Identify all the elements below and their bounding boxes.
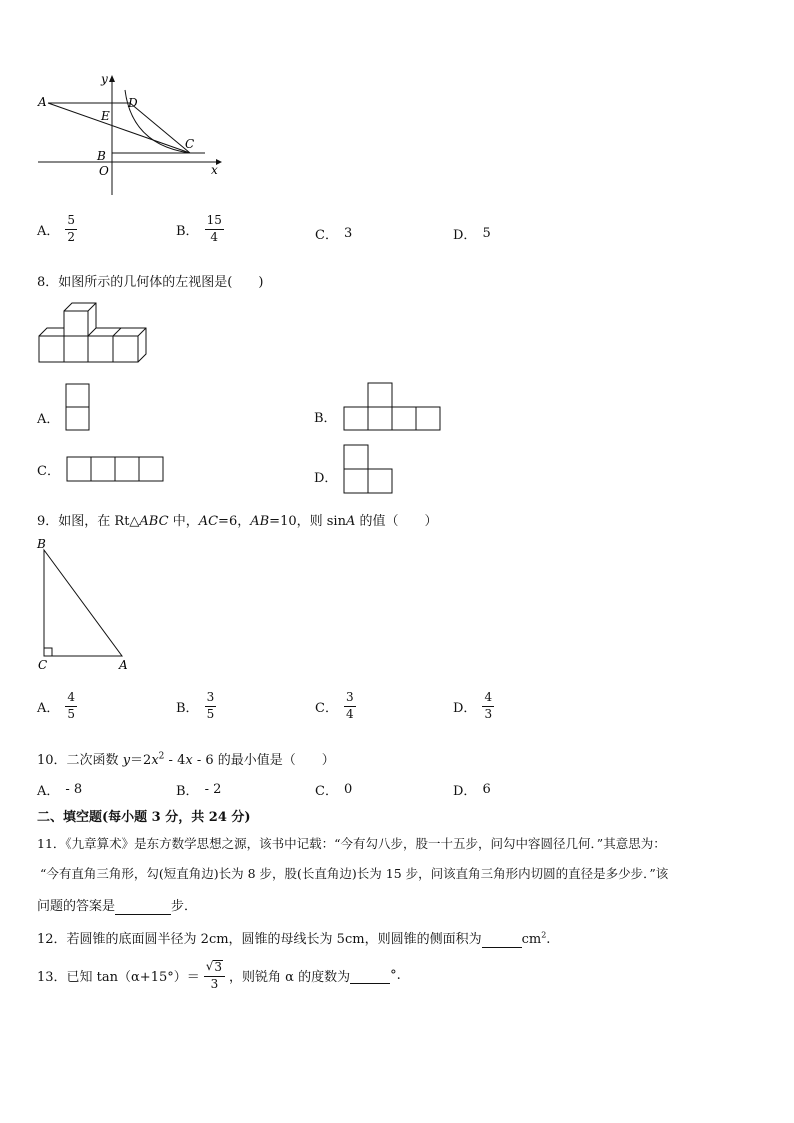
q10-option-d[interactable]: [453, 780, 491, 799]
fraction: $\frac{3}{4}$: [345, 690, 354, 721]
option-letter: D．: [314, 470, 338, 486]
option-letter: D．: [453, 784, 477, 799]
q7-coordinate-figure: [30, 70, 230, 200]
q10-option-c[interactable]: [315, 780, 352, 799]
fraction: $\frac{4}{3}$: [484, 690, 493, 721]
option-value: 3: [343, 226, 353, 241]
answer-blank[interactable]: [350, 968, 390, 984]
fraction: $\frac{15}{4}$: [206, 213, 222, 244]
right-angle-mark: [44, 648, 52, 656]
option-letter: A．: [37, 784, 60, 799]
q11-line-3: 问题的答案是 步．: [37, 899, 198, 914]
label-D: D: [128, 96, 138, 110]
q7-option-a[interactable]: [37, 214, 77, 245]
option-letter: C．: [315, 700, 338, 716]
q10-option-b[interactable]: [176, 780, 221, 799]
q7-option-d[interactable]: [453, 224, 491, 243]
option-letter: D．: [453, 700, 477, 716]
option-value: 0: [343, 782, 353, 797]
option-letter: B．: [176, 700, 199, 716]
q9-option-d[interactable]: [453, 691, 494, 722]
label-E: E: [101, 109, 110, 123]
label-y: y: [101, 72, 108, 86]
section-title: 二、填空题(每小题 3 分，共 24 分): [37, 810, 251, 825]
q9-question-text: 9．如图，在 Rt△ABC 中，AC=6，AB=10，则 sinA 的值（ ）: [37, 514, 438, 529]
q10-option-a[interactable]: [37, 780, 82, 799]
label-C: C: [185, 137, 195, 151]
view-a: [65, 383, 91, 433]
q8-option-c[interactable]: [37, 456, 166, 483]
label-O: O: [99, 164, 109, 178]
label-B: B: [97, 149, 106, 163]
option-value: 6: [482, 782, 491, 797]
fraction-sqrt3-over-3: √ 3 3: [204, 960, 225, 992]
q8-solid-figure: [36, 302, 156, 366]
q9-option-c[interactable]: [315, 691, 356, 722]
q7-option-b[interactable]: [176, 214, 224, 245]
option-letter: B．: [176, 223, 199, 239]
q9-option-a[interactable]: [37, 691, 77, 722]
q7-option-c[interactable]: [315, 224, 352, 243]
y-axis-arrow: [109, 75, 115, 82]
q13-question-text: 13．已知 tan（α+15°）＝ √ 3 3 ，则锐角 α 的度数为 °.: [37, 959, 401, 991]
option-letter: B．: [314, 410, 337, 426]
label-x: x: [211, 163, 218, 177]
label-A: A: [119, 658, 128, 672]
q11-line-2: “今有直角三角形，勾(短直角边)长为 8 步，股(长直角边)长为 15 步，问该直角三角形内切圆的直径是多少步．”该: [40, 866, 669, 881]
option-letter: A．: [37, 223, 60, 239]
fraction: $\frac{5}{2}$: [67, 213, 76, 244]
view-b: [343, 382, 443, 432]
option-letter: D．: [453, 228, 477, 243]
view-d: [343, 444, 395, 496]
option-letter: C．: [315, 228, 338, 243]
q11-line-1: 11．《九章算术》是东方数学思想之源，该书中记载：“今有勾八步，股一十五步，问勾中容圆径几何．”其意思为：: [37, 836, 666, 851]
q12-question-text: 12．若圆锥的底面圆半径为 2cm，圆锥的母线长为 5cm，则圆锥的侧面积为 $cm^2$.: [37, 930, 551, 947]
view-c: [66, 456, 166, 483]
option-value: 5: [482, 226, 491, 241]
fraction: $\frac{3}{5}$: [206, 690, 215, 721]
label-A: A: [38, 95, 47, 109]
q9-option-b[interactable]: [176, 691, 216, 722]
segment-DC: [130, 103, 190, 153]
segment-AC: [48, 103, 190, 153]
q8-option-b[interactable]: [314, 382, 443, 432]
option-letter: A．: [37, 700, 60, 716]
q10-question-text: 10．二次函数 $y=2x^2 - 4x - 6$ 的最小值是（ ）: [37, 751, 335, 768]
option-letter: A．: [37, 411, 60, 427]
option-letter: B．: [176, 784, 199, 799]
option-letter: C．: [315, 784, 338, 799]
label-C: C: [38, 658, 48, 672]
label-B: B: [37, 537, 46, 551]
option-value: - 2: [204, 782, 222, 797]
q8-question-text: 8．如图所示的几何体的左视图是( ): [37, 275, 264, 290]
q8-option-d[interactable]: [314, 444, 395, 496]
answer-blank[interactable]: [115, 899, 171, 915]
option-value: - 8: [65, 782, 83, 797]
q9-triangle-figure: [34, 536, 134, 672]
q8-option-a[interactable]: [37, 383, 91, 433]
option-letter: C．: [37, 464, 60, 479]
fraction: $\frac{4}{5}$: [67, 690, 76, 721]
triangle-ABC: [44, 550, 122, 656]
answer-blank[interactable]: [482, 932, 522, 948]
